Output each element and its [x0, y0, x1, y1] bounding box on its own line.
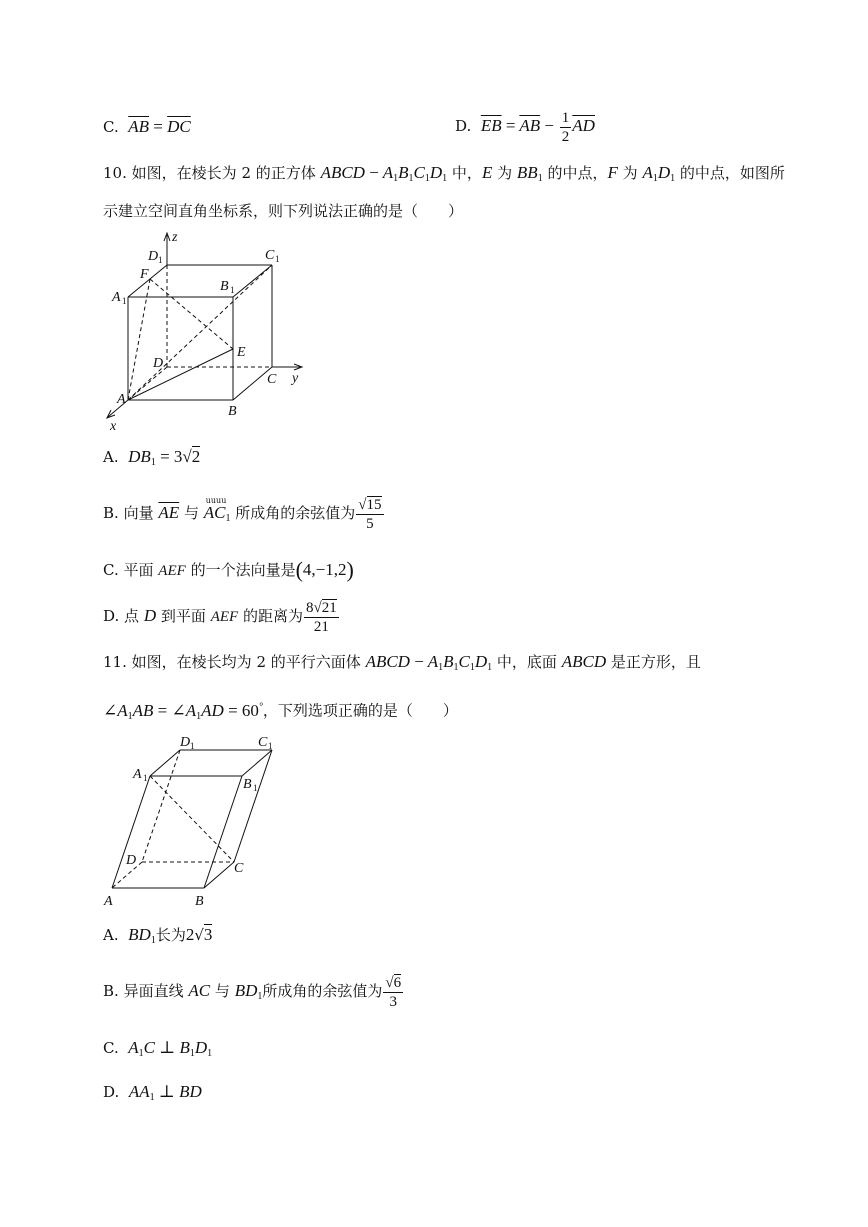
svg-text:1: 1 [268, 741, 273, 751]
label-b1: B [220, 279, 229, 294]
q10-stem-line2: 示建立空间直角坐标系，则下列说法正确的是（ ） [103, 202, 464, 220]
label-d: D [126, 853, 137, 868]
q10-option-b: B. 向量 $\overline{AE}$ 与 uuuu $AC_1$ 所成角的余弦值为 $\frac{√15}{5}$ [103, 496, 382, 532]
label-d: D [153, 356, 164, 371]
svg-text:1: 1 [122, 296, 127, 306]
q10-cube-figure [100, 225, 315, 435]
label-c1: C [265, 248, 275, 263]
q11-option-a: A. $BD_1$长为2√3 [103, 925, 213, 946]
q11-option-c: C. $A_1C$ ⊥ $B_1D_1$ [103, 1038, 213, 1059]
q10-option-c: C. 平面 AEF 的一个法向量是(4,−1,2) [103, 557, 354, 582]
label-z: z [172, 230, 178, 245]
q11-stem-line1: 11. 如图，在棱长均为 2 的平行六面体 ABCD − $A_1B_1C_1D_1$ 中，底面 ABCD 是正方形，且 [103, 652, 701, 673]
q11-parallelepiped-figure [100, 728, 290, 913]
svg-text:1: 1 [158, 255, 163, 265]
label-d1: D [148, 249, 159, 264]
q10-option-a: A. $DB_1 = 3√2$ [103, 447, 201, 468]
label-a: A [104, 894, 113, 909]
q11-stem-line2: $\angle A_1AB$ = $\angle A_1AD = 60^\circ$，下列选项正确的是（ ） [103, 700, 458, 722]
svg-text:1: 1 [230, 285, 235, 295]
label-c: C [234, 861, 244, 876]
label-b: B [228, 404, 237, 419]
label-a: A [117, 392, 126, 407]
label-e: E [237, 345, 246, 360]
label-a1: A [133, 767, 142, 782]
label-b1: B [243, 777, 252, 792]
q10-stem-line1: 10. 如图，在棱长为 2 的正方体 ABCD − $A_1B_1C_1D_1$ 中，E 为 $BB_1$ 的中点，F 为 $A_1D_1$ 的中点，如图所 [103, 163, 785, 184]
label-f: F [140, 267, 149, 282]
svg-text:1: 1 [275, 254, 280, 264]
fraction: $\frac{√6}{3}$ [385, 974, 402, 1010]
label-d1: D [180, 735, 191, 750]
fraction: $\frac{1}{2}$ [561, 109, 570, 145]
label-c: C [267, 372, 277, 387]
fraction: $\frac{√15}{5}$ [358, 496, 382, 532]
q9-option-d: D. $\overline{EB} = \overline{AB}$ − $\frac{1}{2}$ $\overline{AD}$ [455, 109, 595, 145]
q9-option-c: C. $\overline{AB} = \overline{DC}$ [103, 117, 191, 136]
q11-option-b: B. 异面直线 AC 与 $BD_1$所成角的余弦值为 $\frac{√6}{3}$ [103, 974, 402, 1010]
svg-text:1: 1 [143, 773, 148, 783]
fraction: $\frac{8√21}{21}$ [306, 599, 337, 635]
label-x: x [110, 419, 117, 434]
q11-option-d: D. $AA_1$ ⊥ BD [103, 1082, 202, 1103]
label-c1: C [258, 735, 268, 750]
label-y: y [292, 371, 299, 386]
label-a1: A [112, 290, 121, 305]
label-b: B [195, 894, 204, 909]
q10-option-d: D. 点 D 到平面 AEF 的距离为 $\frac{8√21}{21}$ [103, 599, 337, 635]
svg-text:1: 1 [253, 783, 258, 793]
svg-text:1: 1 [190, 741, 195, 751]
